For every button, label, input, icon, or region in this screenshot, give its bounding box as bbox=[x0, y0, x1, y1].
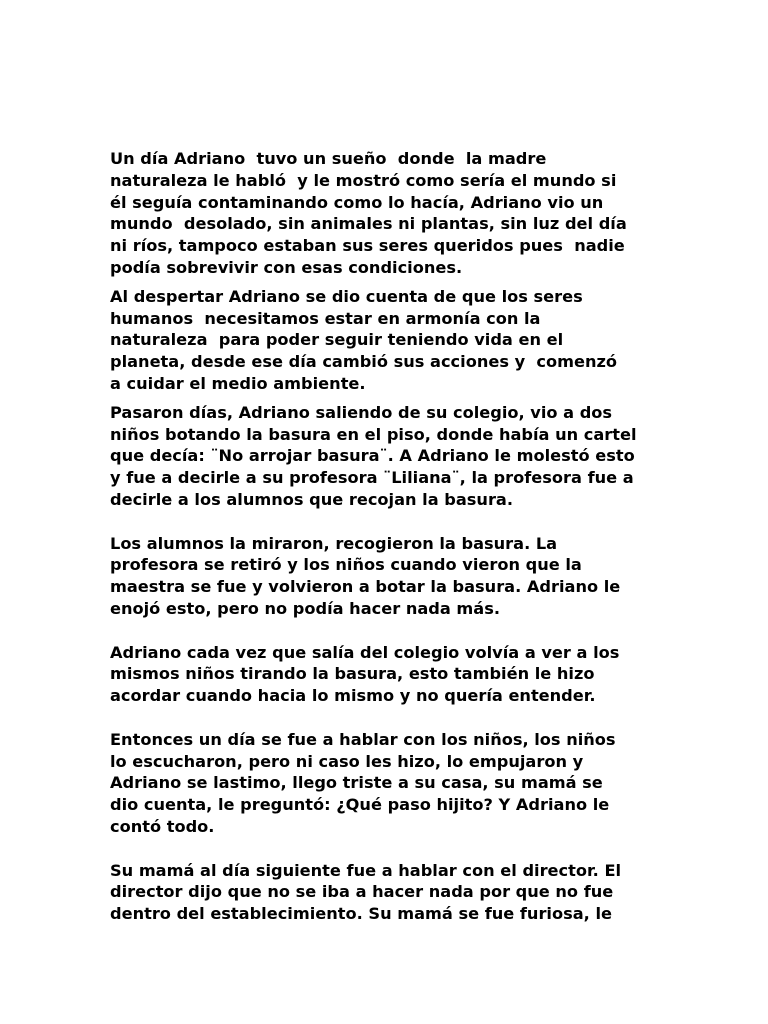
text-line: mundo desolado, sin animales ni plantas, sin luz del día bbox=[110, 214, 627, 234]
text-line: naturaleza le habló y le mostró como sería el mundo si bbox=[110, 170, 617, 190]
text-line: planeta, desde ese día cambió sus acciones y comenzó bbox=[110, 352, 618, 372]
text-line: acordar cuando hacia lo mismo y no quería entender. bbox=[110, 686, 596, 706]
paragraph-4 bbox=[110, 533, 670, 620]
text-line: podía sobrevivir con esas condiciones. bbox=[110, 257, 463, 277]
text-line: Su mamá al día siguiente fue a hablar con el director. El bbox=[110, 860, 622, 880]
text-line: Un día Adriano tuvo un sueño donde la madre bbox=[110, 149, 547, 168]
text-line: que decía: ¨No arrojar basura¨. A Adriano le molestó esto bbox=[110, 446, 635, 466]
blank-line bbox=[110, 838, 670, 860]
paragraph-spacing bbox=[110, 279, 670, 286]
text-line: Al despertar Adriano se dio cuenta de que los seres bbox=[110, 286, 583, 306]
text-line: humanos necesitamos estar en armonía con la bbox=[110, 308, 541, 328]
text-line: mismos niños tirando la basura, esto también le hizo bbox=[110, 664, 595, 684]
blank-line bbox=[110, 707, 670, 729]
text-line: niños botando la basura en el piso, donde había un cartel bbox=[110, 424, 637, 444]
paragraph-3 bbox=[110, 402, 670, 511]
text-line: ni ríos, tampoco estaban sus seres queridos pues nadie bbox=[110, 236, 625, 256]
paragraph-1 bbox=[110, 148, 670, 279]
text-line: Entonces un día se fue a hablar con los niños, los niños bbox=[110, 729, 616, 749]
text-line: enojó esto, pero no podía hacer nada más. bbox=[110, 598, 500, 618]
blank-line bbox=[110, 511, 670, 533]
story-text bbox=[110, 148, 670, 925]
text-line: Pasaron días, Adriano saliendo de su colegio, vio a dos bbox=[110, 402, 613, 422]
text-line: maestra se fue y volvieron a botar la basura. Adriano le bbox=[110, 577, 621, 597]
paragraph-spacing bbox=[110, 395, 670, 402]
blank-line bbox=[110, 620, 670, 642]
text-line: y fue a decirle a su profesora ¨Liliana¨, la profesora fue a bbox=[110, 468, 634, 488]
paragraph-5 bbox=[110, 642, 670, 707]
text-line: lo escucharon, pero ni caso les hizo, lo empujaron y bbox=[110, 751, 584, 771]
text-line: Los alumnos la miraron, recogieron la basura. La bbox=[110, 533, 558, 553]
text-line: dio cuenta, le preguntó: ¿Qué paso hijito? Y Adriano le bbox=[110, 795, 610, 815]
text-line: Adriano cada vez que salía del colegio volvía a ver a los bbox=[110, 642, 620, 662]
paragraph-7 bbox=[110, 860, 670, 925]
text-line: a cuidar el medio ambiente. bbox=[110, 373, 366, 393]
text-line: Adriano se lastimo, llego triste a su casa, su mamá se bbox=[110, 773, 603, 793]
paragraph-2 bbox=[110, 286, 670, 395]
text-line: director dijo que no se iba a hacer nada por que no fue bbox=[110, 882, 614, 902]
text-line: naturaleza para poder seguir teniendo vida en el bbox=[110, 330, 564, 350]
text-line: dentro del establecimiento. Su mamá se fue furiosa, le bbox=[110, 904, 612, 924]
paragraph-6 bbox=[110, 729, 670, 838]
text-line: él seguía contaminando como lo hacía, Adriano vio un bbox=[110, 192, 604, 212]
text-line: contó todo. bbox=[110, 816, 215, 836]
text-line: decirle a los alumnos que recojan la basura. bbox=[110, 489, 514, 509]
text-line: profesora se retiró y los niños cuando vieron que la bbox=[110, 555, 582, 575]
